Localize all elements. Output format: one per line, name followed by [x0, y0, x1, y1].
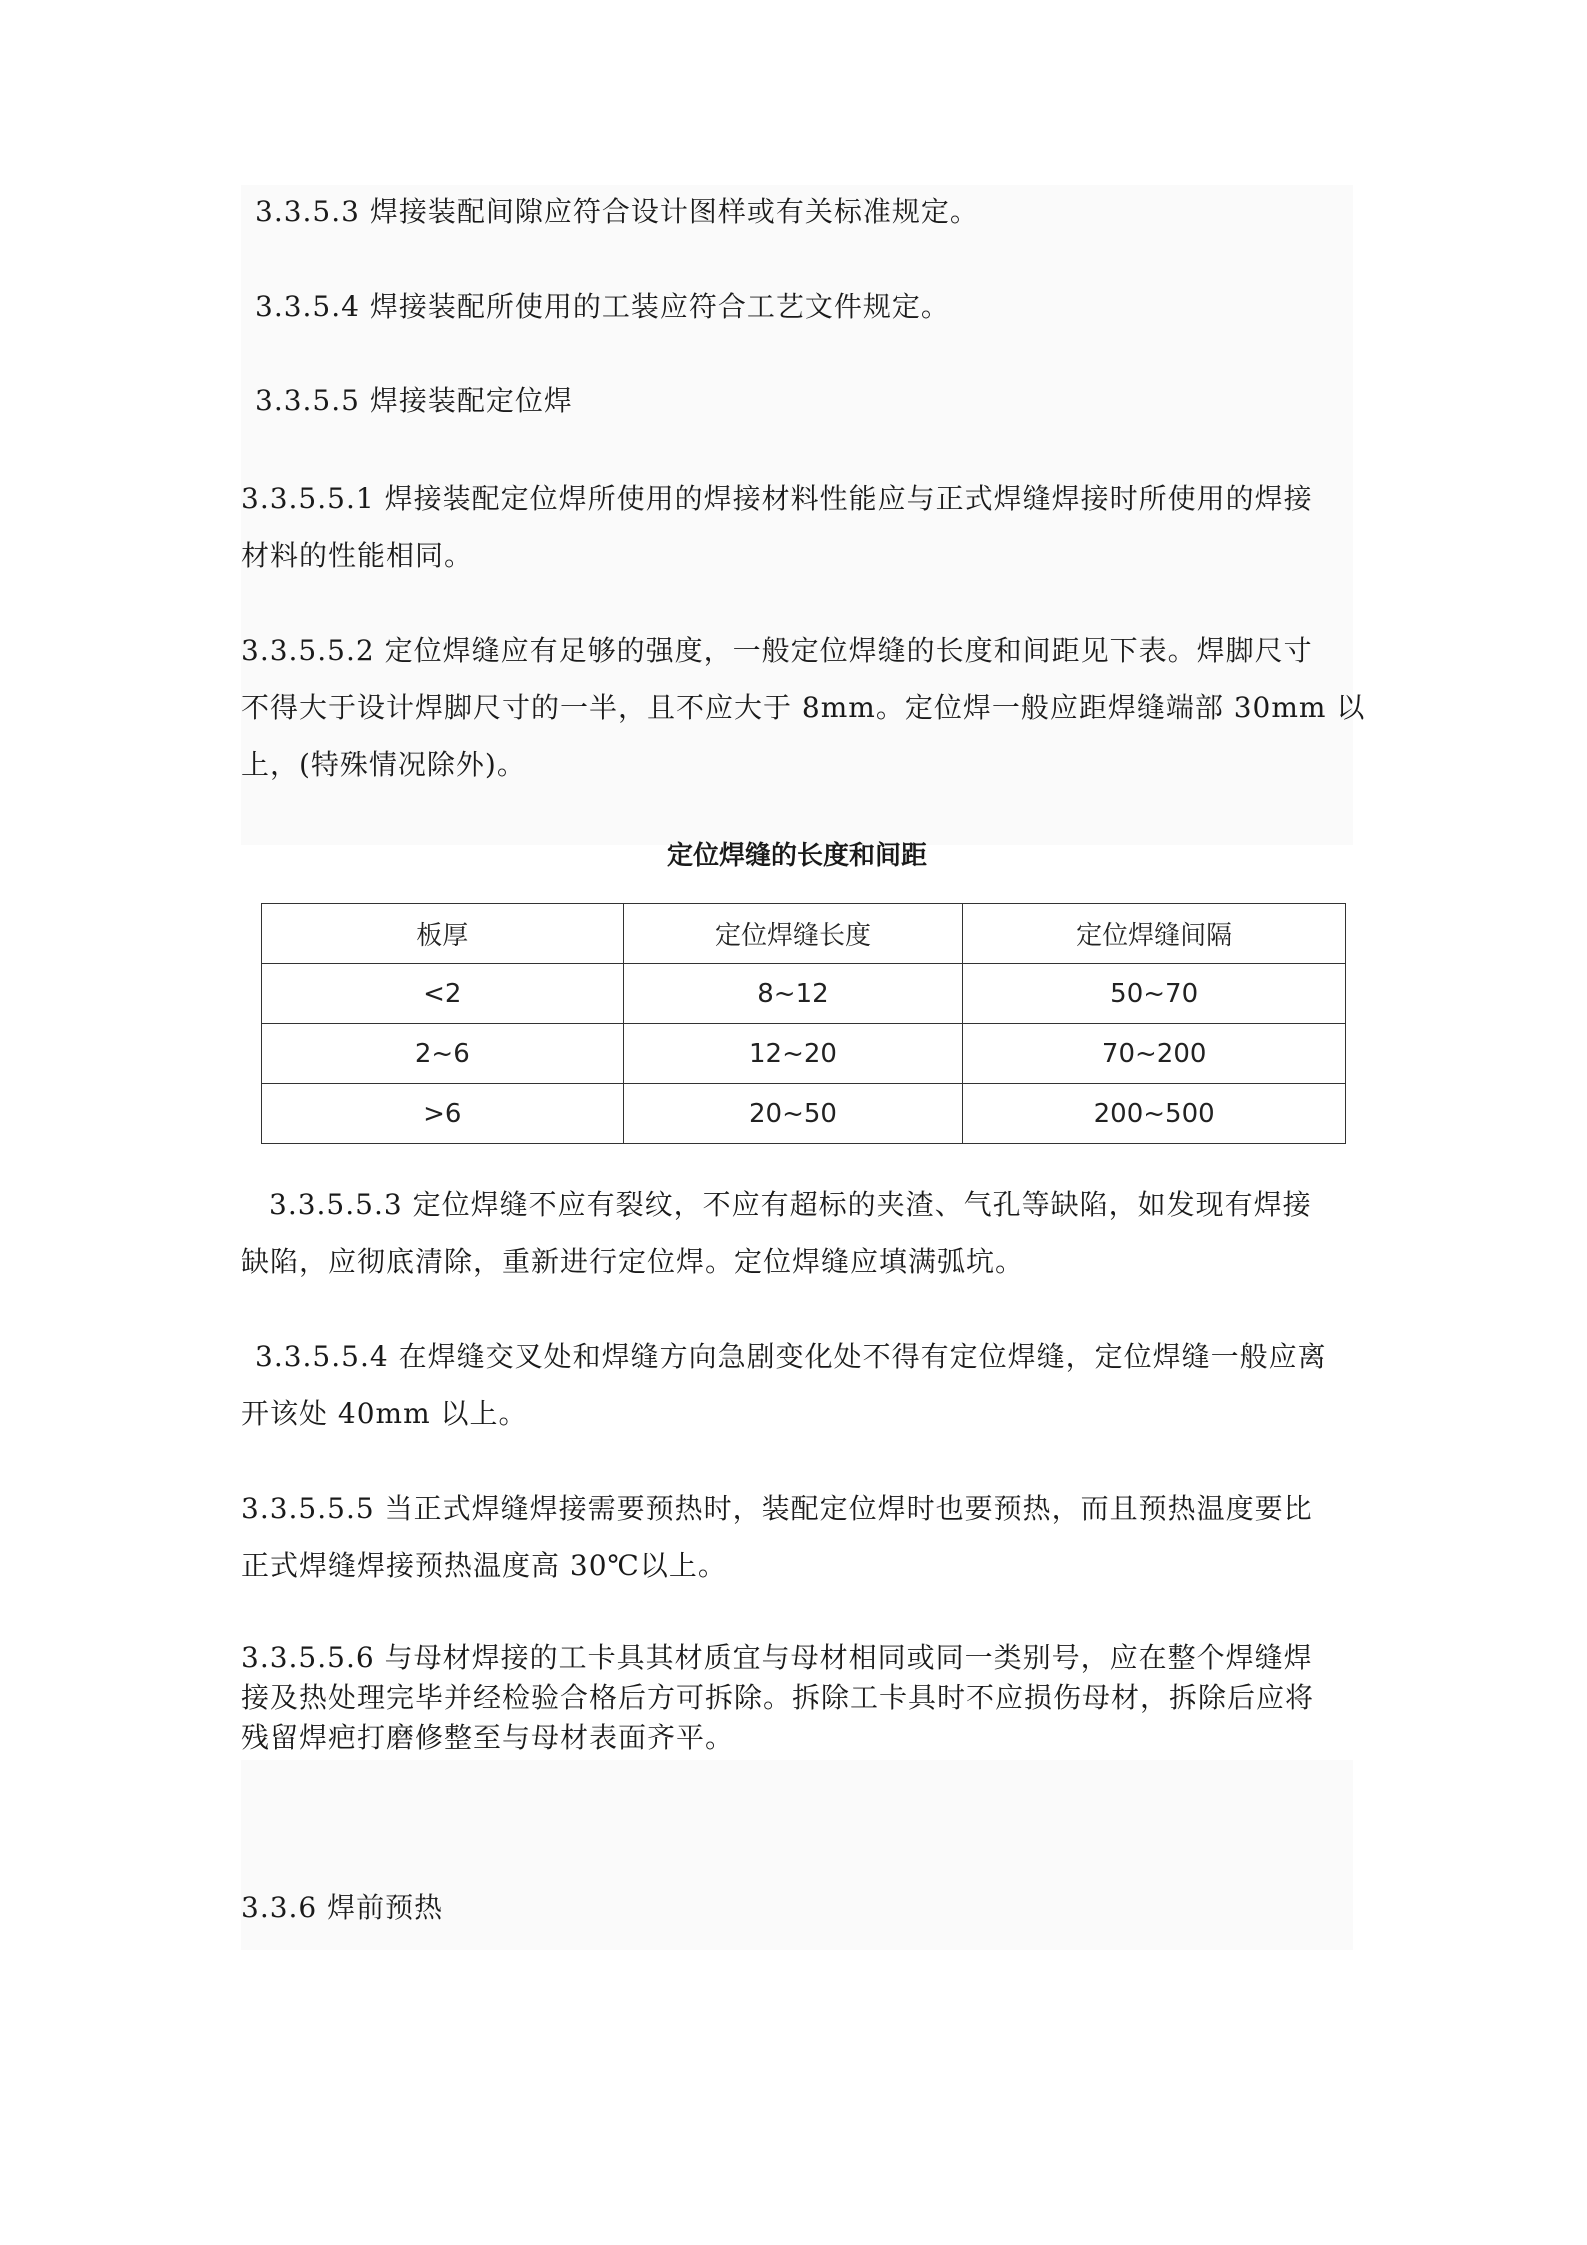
table-cell: 50~70 — [963, 964, 1346, 1024]
para-line: 接及热处理完毕并经检验合格后方可拆除。拆除工卡具时不应损伤母材，拆除后应将 — [241, 1681, 1315, 1714]
para-line: 3.3.5.5 焊接装配定位焊 — [255, 384, 573, 417]
table-row — [262, 964, 1346, 1024]
para-line: 3.3.5.5.3 定位焊缝不应有裂纹，不应有超标的夹渣、气孔等缺陷，如发现有焊接 — [269, 1188, 1312, 1221]
para-3-3-5-4 — [241, 278, 1353, 335]
header-tack-weld-spacing: 定位焊缝间隔 — [963, 904, 1346, 964]
para-3-3-5-5-5 — [241, 1480, 1353, 1594]
para-3-3-5-5-1 — [241, 470, 1353, 584]
header-tack-weld-length: 定位焊缝长度 — [623, 904, 963, 964]
para-line: 缺陷，应彻底清除，重新进行定位焊。定位焊缝应填满弧坑。 — [241, 1245, 1025, 1278]
para-line: 3.3.5.5.5 当正式焊缝焊接需要预热时，装配定位焊时也要预热，而且预热温度要比 — [241, 1492, 1313, 1525]
para-line: 3.3.5.5.1 焊接装配定位焊所使用的焊接材料性能应与正式焊缝焊接时所使用的焊接 — [241, 482, 1313, 515]
para-line: 正式焊缝焊接预热温度高 30℃以上。 — [241, 1549, 727, 1582]
para-3-3-5-5 — [241, 372, 1353, 429]
para-line: 3.3.5.3 焊接装配间隙应符合设计图样或有关标准规定。 — [255, 195, 979, 228]
table-cell: 20~50 — [623, 1084, 963, 1144]
para-3-3-5-5-4 — [241, 1328, 1353, 1442]
table-caption: 定位焊缝的长度和间距 — [666, 841, 927, 871]
table-row — [262, 1084, 1346, 1144]
table-cell: 200~500 — [963, 1084, 1346, 1144]
table-cell: >6 — [262, 1084, 624, 1144]
para-line: 3.3.5.5.6 与母材焊接的工卡具其材质宜与母材相同或同一类别号，应在整个焊缝焊 — [241, 1641, 1313, 1674]
table-cell: 2~6 — [262, 1024, 624, 1084]
para-3-3-5-5-6 — [241, 1638, 1353, 1758]
para-3-3-5-5-3 — [241, 1176, 1353, 1290]
para-line: 3.3.5.4 焊接装配所使用的工装应符合工艺文件规定。 — [255, 290, 950, 323]
para-3-3-5-5-2 — [241, 622, 1366, 793]
table-row — [262, 1024, 1346, 1084]
table-cell: 70~200 — [963, 1024, 1346, 1084]
para-line: 3.3.5.5.4 在焊缝交叉处和焊缝方向急剧变化处不得有定位焊缝，定位焊缝一般应离 — [255, 1340, 1327, 1373]
section-3-3-6 — [241, 1879, 1353, 1936]
para-line: 3.3.5.5.2 定位焊缝应有足够的强度，一般定位焊缝的长度和间距见下表。焊脚尺寸 — [241, 634, 1313, 667]
para-line: 不得大于设计焊脚尺寸的一半，且不应大于 8mm。定位焊一般应距焊缝端部 30mm 以 — [241, 691, 1366, 724]
table-cell: 12~20 — [623, 1024, 963, 1084]
table-cell: 8~12 — [623, 964, 963, 1024]
table-cell: <2 — [262, 964, 624, 1024]
header-plate-thickness: 板厚 — [262, 904, 624, 964]
para-line: 残留焊疤打磨修整至与母材表面齐平。 — [241, 1721, 735, 1754]
para-line: 材料的性能相同。 — [241, 539, 474, 572]
para-line: 上，(特殊情况除外)。 — [241, 748, 526, 781]
para-3-3-5-3 — [241, 183, 1353, 240]
para-line: 开该处 40mm 以上。 — [241, 1397, 528, 1430]
tack-weld-table — [261, 903, 1346, 1144]
table-header-row — [262, 904, 1346, 964]
para-line: 3.3.6 焊前预热 — [241, 1891, 444, 1924]
